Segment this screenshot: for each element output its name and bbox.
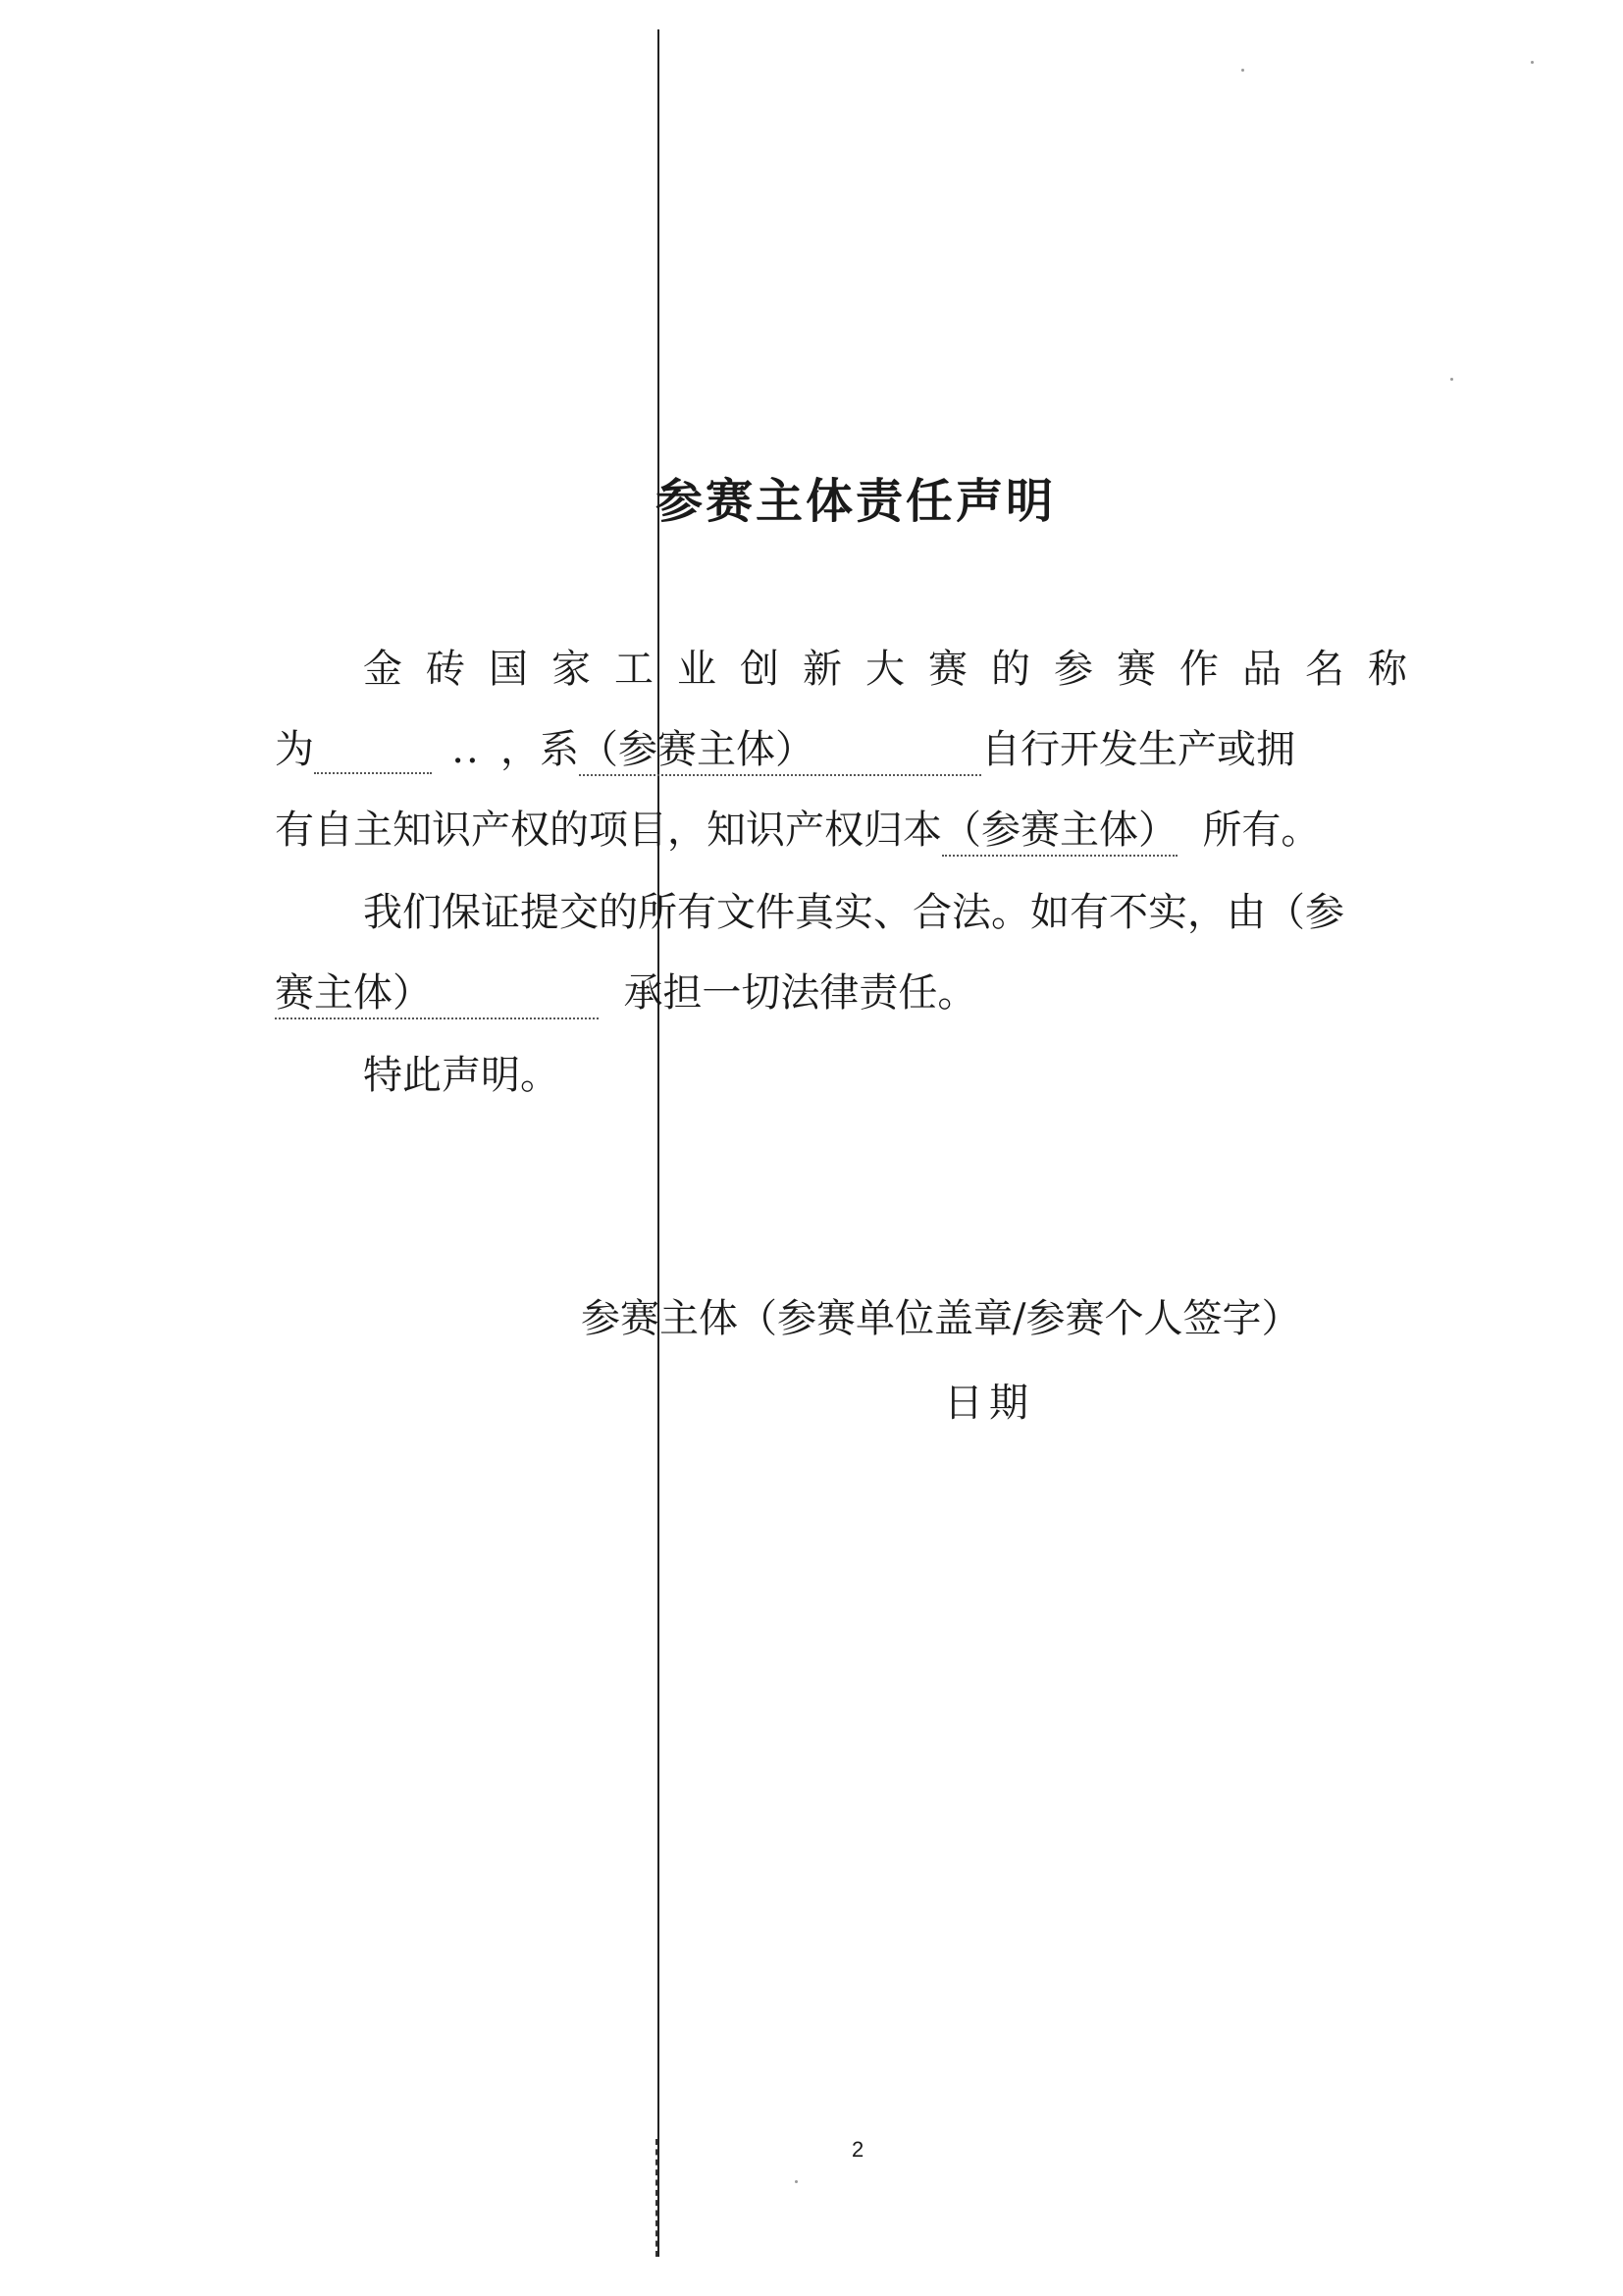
document-title: 参赛主体责任声明 — [655, 474, 1057, 529]
paragraph1-line1-text: 金砖国家工业创新大赛的参赛作品名称 — [363, 647, 1431, 692]
scan-speck — [795, 2180, 798, 2183]
paragraph1-line2-sep: ，系 — [500, 727, 579, 772]
date-label: 日期 — [944, 1381, 1034, 1426]
page-number: 2 — [852, 2137, 864, 2162]
entry-name-dots: .. — [451, 727, 481, 772]
paragraph2-line2 — [275, 962, 1433, 1019]
paragraph1-line2 — [275, 718, 1433, 776]
paragraph2-line1 — [363, 881, 1521, 937]
participant-fill-3: 赛主体） — [275, 962, 599, 1019]
paragraph1-line2-prefix: 为 — [275, 727, 314, 772]
scan-binding-line-dashed — [655, 2139, 657, 2257]
paragraph1-line3-prefix: 有自主知识产权的项目，知识产权归本 — [275, 808, 942, 853]
paragraph1-line3-suffix: 所有。 — [1202, 808, 1321, 853]
paragraph2-line1-text: 我们保证提交的所有文件真实、合法。如有不实，由（参 — [363, 890, 1344, 935]
scan-speck — [1241, 69, 1244, 72]
participant-fill-1: （参赛主体） — [579, 718, 981, 776]
paragraph2-line2-suffix: 承担一切法律责任。 — [623, 970, 977, 1016]
paragraph1-line1 — [363, 638, 1521, 694]
scan-speck — [1450, 378, 1453, 381]
closing-text: 特此声明。 — [363, 1053, 559, 1098]
scan-speck — [1531, 61, 1534, 64]
participant-fill-2: （参赛主体） — [942, 799, 1178, 857]
scan-binding-line — [657, 29, 659, 2257]
paragraph1-line2-suffix: 自行开发生产或拥 — [981, 727, 1295, 772]
closing-statement — [363, 1044, 1521, 1100]
entry-name-blank — [314, 727, 432, 774]
paragraph1-line3 — [275, 799, 1433, 857]
signature-line: 参赛主体（参赛单位盖章/参赛个人签字） — [581, 1296, 1301, 1341]
